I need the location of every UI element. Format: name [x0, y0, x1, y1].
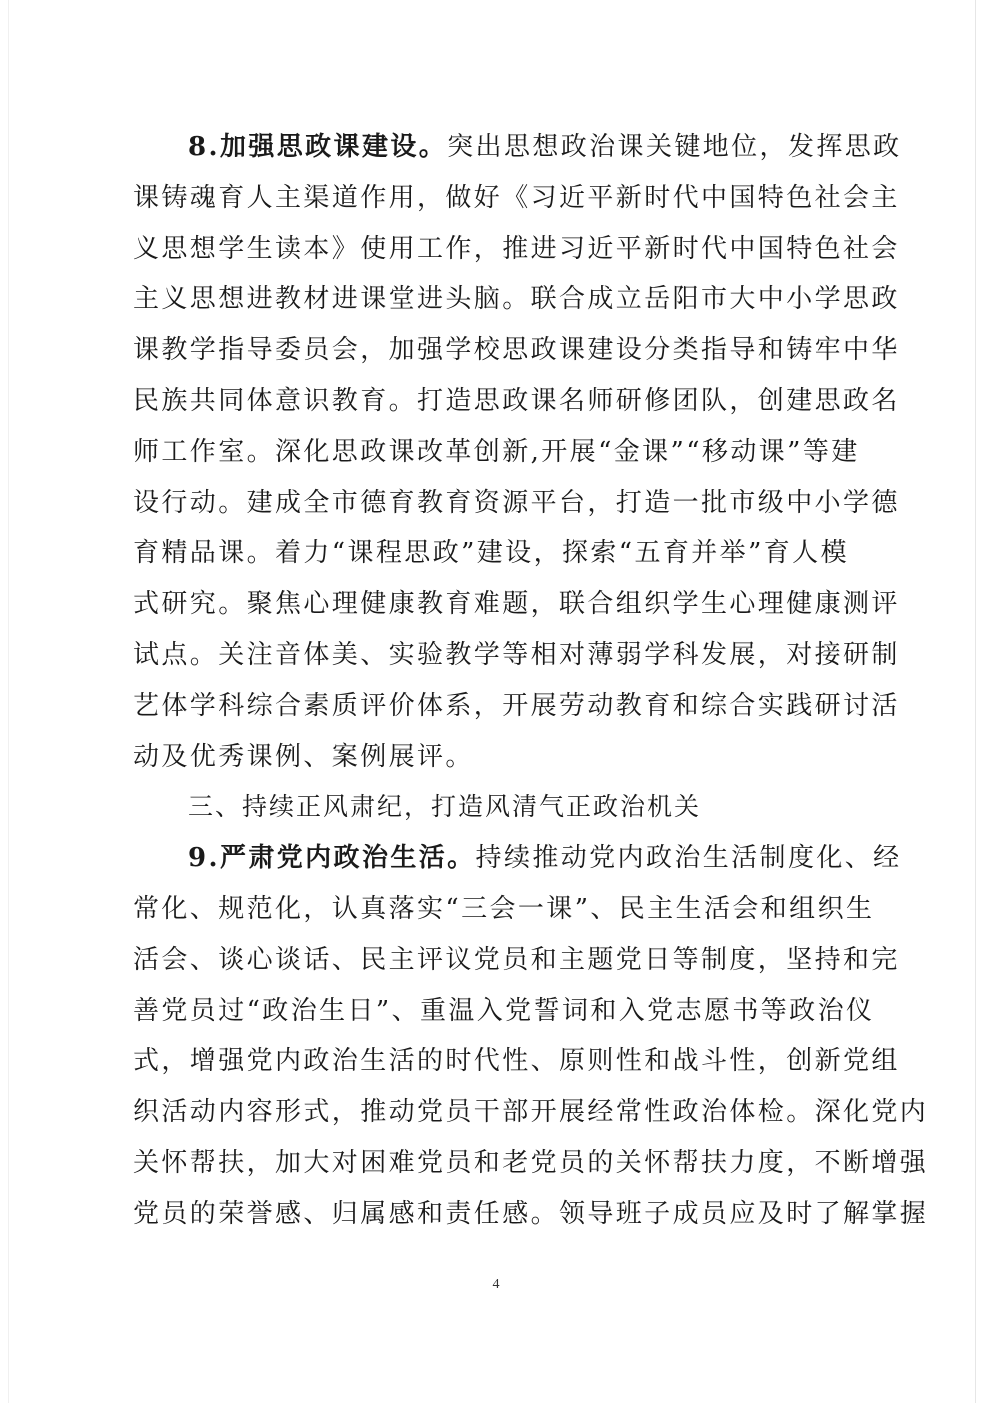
page-number: 4 [492, 1277, 500, 1292]
paragraph-line [133, 681, 900, 732]
paragraph-line [133, 427, 860, 478]
line-text: 持续推动党内政治生活制度化、经 [475, 843, 902, 874]
paragraph-line [133, 1087, 929, 1138]
line-text: 育精品课。着力“课程思政”建设，探索“五育并举”育人模 [133, 538, 849, 569]
paragraph-line [133, 630, 900, 681]
line-text: 善党员过“政治生日”、重温入党誓词和入党志愿书等政治仪 [133, 995, 875, 1026]
paragraph-line [133, 986, 875, 1037]
line-text: 义思想学生读本》使用工作，推进习近平新时代中国特色社会 [133, 233, 900, 264]
paragraph-line [133, 122, 902, 173]
line-text: 试点。关注音体美、实验教学等相对薄弱学科发展，对接研制 [133, 639, 900, 670]
scan-edge-right [975, 0, 976, 1403]
line-text: 常化、规范化，认真落实“三会一课”、民主生活会和组织生 [133, 893, 875, 924]
paragraph-line [133, 833, 902, 884]
line-text: 突出思想政治课关键地位，发挥思政 [447, 132, 902, 162]
line-text: 动及优秀课例、案例展评。 [133, 741, 474, 772]
paragraph-line [133, 274, 900, 325]
paragraph-line [133, 732, 845, 783]
paragraph-line [133, 579, 900, 630]
line-text: 织活动内容形式，推动党员干部开展经常性政治体检。深化党内 [133, 1097, 929, 1128]
paragraph-line [133, 935, 900, 986]
line-text: 艺体学科综合素质评价体系，开展劳动教育和综合实践研讨活 [133, 690, 900, 721]
line-text: 党员的荣誉感、归属感和责任感。领导班子成员应及时了解掌握 [133, 1198, 929, 1229]
section-lead: 9.严肃党内政治生活。 [188, 843, 476, 874]
line-text: 民族共同体意识教育。打造思政课名师研修团队，创建思政名 [133, 385, 900, 416]
paragraph-line [133, 1138, 929, 1189]
section-lead: 8.加强思政课建设。 [188, 132, 448, 162]
line-text: 活会、谈心谈话、民主评议党员和主题党日等制度，坚持和完 [133, 944, 900, 975]
line-text: 式研究。聚焦心理健康教育难题，联合组织学生心理健康测评 [133, 589, 900, 620]
line-text: 式，增强党内政治生活的时代性、原则性和战斗性，创新党组 [133, 1046, 900, 1077]
line-text: 师工作室。深化思政课改革创新,开展“金课”“移动课”等建 [133, 436, 860, 467]
heading-text: 三、持续正风肃纪，打造风清气正政治机关 [188, 792, 702, 822]
body-text [133, 122, 929, 1240]
paragraph-line [133, 173, 900, 224]
line-text: 设行动。建成全市德育教育资源平台，打造一批市级中小学德 [133, 487, 900, 518]
paragraph-line [133, 224, 900, 275]
line-text: 课教学指导委员会，加强学校思政课建设分类指导和铸牢中华 [133, 335, 900, 366]
line-text: 关怀帮扶，加大对困难党员和老党员的关怀帮扶力度，不断增强 [133, 1147, 929, 1178]
paragraph-line [133, 1189, 929, 1240]
paragraph-line [133, 478, 900, 529]
scan-edge-left [8, 0, 9, 1403]
paragraph-line [133, 325, 900, 376]
paragraph-line [133, 1036, 900, 1087]
section-heading [133, 782, 845, 833]
paragraph-line [133, 528, 849, 579]
paragraph-line [133, 884, 875, 935]
line-text: 主义思想进教材进课堂进头脑。联合成立岳阳市大中小学思政 [133, 284, 900, 315]
paragraph-line [133, 376, 900, 427]
line-text: 课铸魂育人主渠道作用，做好《习近平新时代中国特色社会主 [133, 182, 900, 213]
